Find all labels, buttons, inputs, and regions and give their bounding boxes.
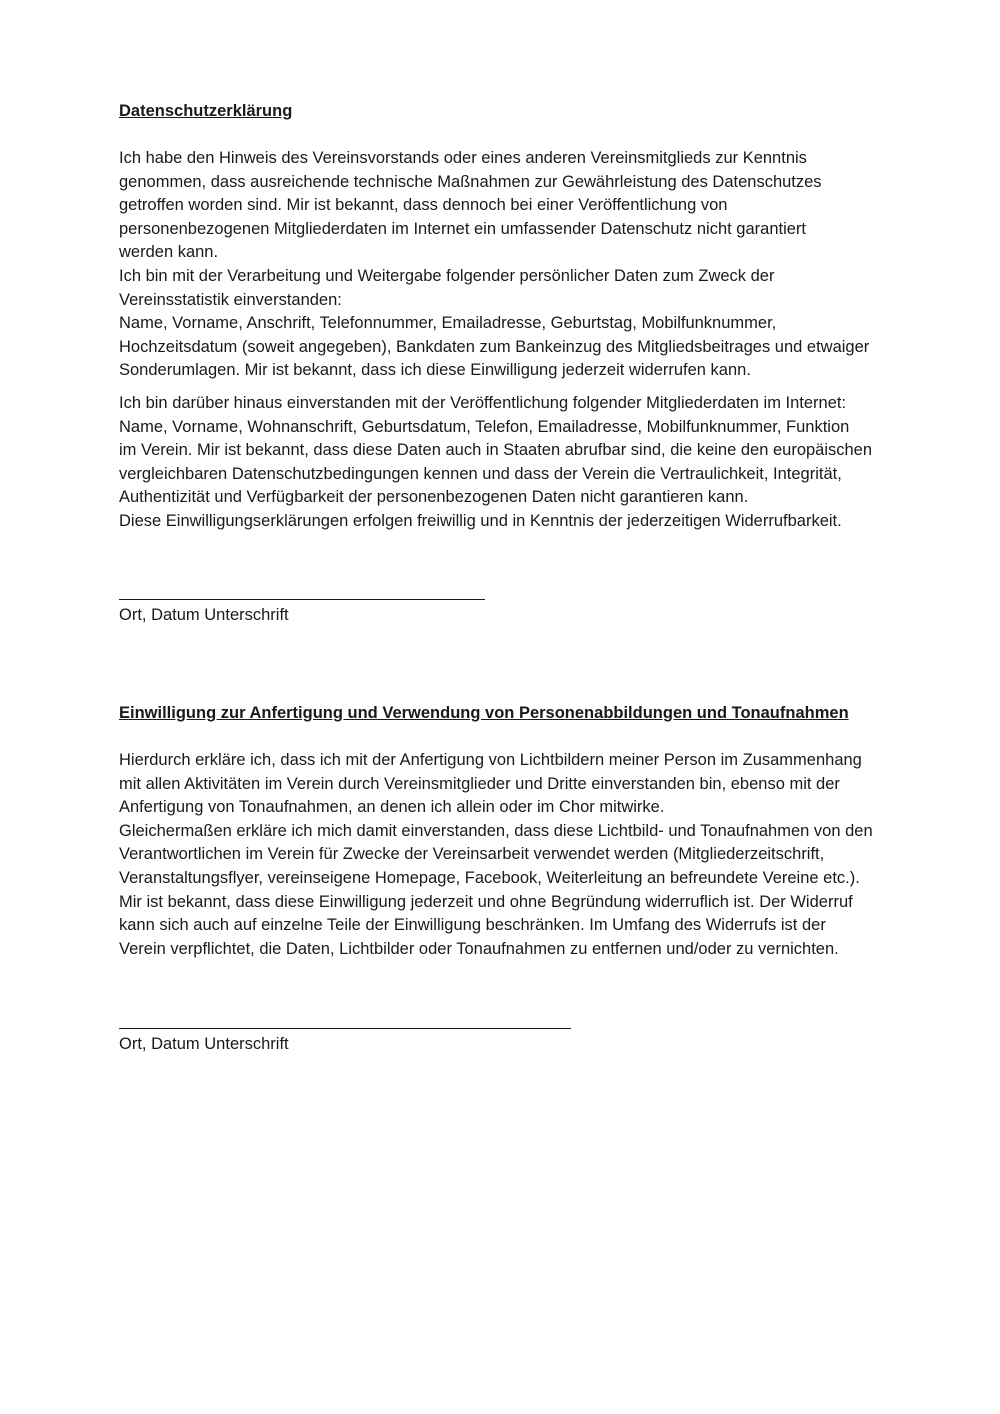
privacy-statement-paragraph-1: Ich habe den Hinweis des Vereinsvorstands oder eines anderen Vereinsmitglieds zur Kenntnis genommen, dass ausreichende technische Maßnahmen zur Gewährleistung des Datenschutzes getroffen worden sind. Mir ist bekannt, dass dennoch bei einer Veröffentlichung von personenbezogenen Mitgliederdaten im Internet ein umfassender Datenschutz nicht garantiert werden kann. Ich bin mit der Verarbeitung und Weitergabe folgender persönlicher Daten zum Zweck der Vereinsstatistik einverstanden: Name, Vorname, Anschrift, Telefonnummer, Emailadresse, Geburtstag, Mobilfunknummer, Hochzeitsdatum (soweit angegeben), Bankdaten zum Bankeinzug des Mitgliedsbeitrages und etwaiger Sonderumlagen. Mir ist bekannt, dass ich diese Einwilligung jederzeit widerrufen kann.: [119, 149, 870, 380]
privacy-statement-paragraph-2: Ich bin darüber hinaus einverstanden mit der Veröffentlichung folgender Mitgliederdaten im Internet: Name, Vorname, Wohnanschrift, Geburtsdatum, Telefon, Emailadresse, Mobilfunknummer, Funktion im Verein. Mir ist bekannt, dass diese Daten auch in Staaten abrufbar sind, die keine den europäischen vergleichbaren Datenschutzbedingungen kennen und dass der Verein die Vertraulichkeit, Integrität, Authentizität und Verfügbarkeit der personenbezogenen Daten nicht garantieren kann. Diese Einwilligungserklärungen erfolgen freiwillig und in Kenntnis der jederzeitigen Widerrufbarkeit.: [119, 394, 873, 530]
signature-label-2: Ort, Datum Unterschrift: [119, 1035, 289, 1053]
image-consent-paragraph: Hierdurch erkläre ich, dass ich mit der Anfertigung von Lichtbildern meiner Person im Zusammenhang mit allen Aktivitäten im Verein durch Vereinsmitglieder und Dritte einverstanden bin, ebenso mit der Anfertigung von Tonaufnahmen, an denen ich allein oder im Chor mitwirke. Gleichermaßen erkläre ich mich damit einverstanden, dass diese Lichtbild- und Tonaufnahmen von den Verantwortlichen im Verein für Zwecke der Vereinsarbeit verwendet werden (Mitgliederzeitschrift, Veranstaltungsflyer, vereinseigene Homepage, Facebook, Weiterleitung an befreundete Vereine etc.). Mir ist bekannt, dass diese Einwilligung jederzeit und ohne Begründung widerruflich ist. Der Widerruf kann sich auch auf einzelne Teile der Einwilligung beschränken. Im Umfang des Widerrufs ist der Verein verpflichtet, die Daten, Lichtbilder oder Tonaufnahmen zu entfernen und/oder zu vernichten.: [119, 751, 873, 958]
privacy-statement-heading: Datenschutzerklärung: [119, 102, 293, 120]
image-consent-heading: Einwilligung zur Anfertigung und Verwendung von Personenabbildungen und Tonaufnahmen: [119, 704, 849, 722]
signature-line-1[interactable]: [119, 599, 485, 600]
signature-label-1: Ort, Datum Unterschrift: [119, 606, 289, 624]
signature-line-2[interactable]: [119, 1028, 571, 1029]
